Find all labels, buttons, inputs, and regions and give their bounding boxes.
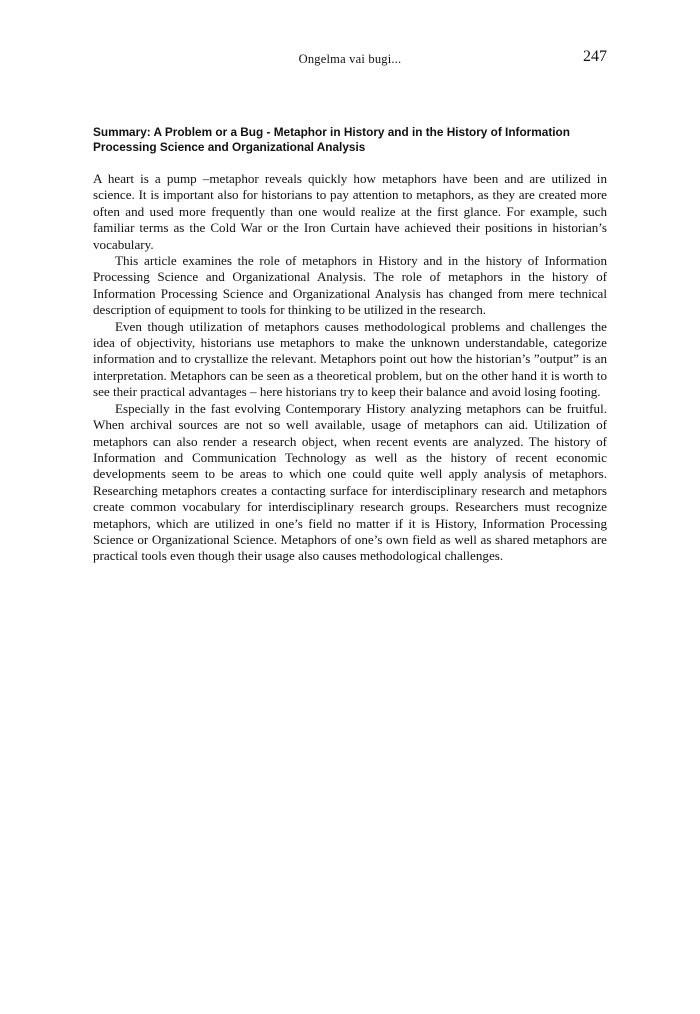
running-head [93, 48, 607, 70]
summary-paragraph-4: Especially in the fast evolving Contemporary History analyzing metaphors can be fruitful. When archival sources are not so well available, usage of metaphors can aid. Utilization of metaphors can also render a research object, when recent events are analyzed. The history of Information and Communication Technology as well as the history of recent economic developments seem to be areas to which one could quite well apply analysis of metaphors. Researching metaphors creates a contacting surface for interdisciplinary research and metaphors create common vocabulary for interdisciplinary research groups. Researchers must recognize metaphors, which are utilized in one’s field no matter if it is History, Information Processing Science or Organizational Science. Metaphors of one’s own field as well as shared metaphors are practical tools even though their usage also causes methodological challenges. [93, 400, 607, 564]
summary-paragraph-2: This article examines the role of metaphors in History and in the history of Information Processing Science and Organizational Analysis. The role of metaphors in the history of Information Processing Science and Organizational Analysis has changed from mere technical description of equipment to tools for thinking to be utilized in the research. [93, 253, 607, 318]
summary-paragraph-1: A heart is a pump –metaphor reveals quickly how metaphors have been and are utilized in science. It is important also for historians to pay attention to metaphors, as they are created more often and used more frequently than one would realize at the first glance. For example, such familiar terms as the Cold War or the Iron Curtain have achieved their positions in historian’s vocabulary. [93, 171, 607, 252]
summary-title: Summary: A Problem or a Bug - Metaphor in History and in the History of Information Processing Science and Organizational Analysis [93, 125, 570, 154]
running-title: Ongelma vai bugi... [298, 52, 402, 66]
page-number: 247 [583, 48, 607, 65]
summary-body [93, 171, 607, 565]
summary-paragraph-3: Even though utilization of metaphors causes methodological problems and challenges the idea of objectivity, historians use metaphors to make the unknown understandable, categorize information and to crystallize the relevant. Metaphors point out how the historian’s ”output” is an interpretation. Metaphors can be seen as a theoretical problem, but on the other hand it is worth to see their practical advantages – here historians try to keep their balance and avoid losing footing. [93, 318, 607, 400]
